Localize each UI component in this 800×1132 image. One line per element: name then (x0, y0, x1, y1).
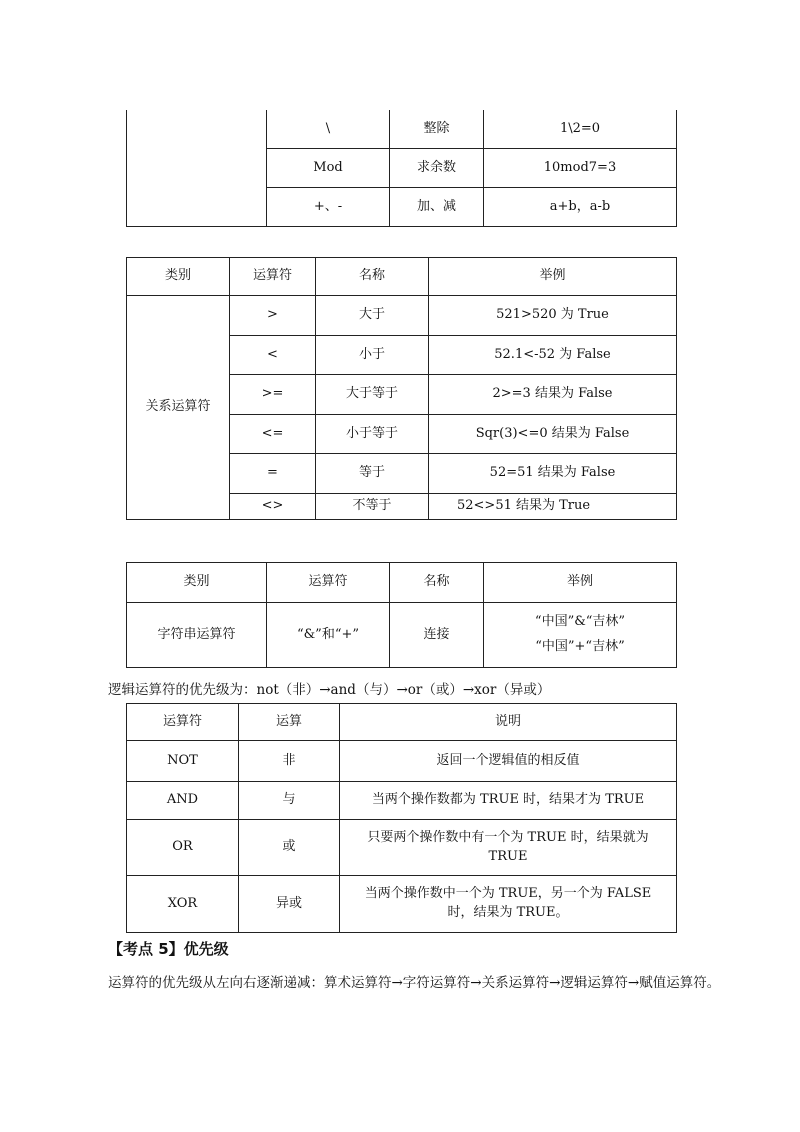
example-cell: a+b，a-b (484, 188, 677, 227)
operator-cell: NOT (127, 741, 239, 782)
logic-operators-table (126, 703, 677, 933)
name-cell: 不等于 (316, 494, 429, 520)
name-cell: 加、减 (390, 188, 484, 227)
example-cell: 10mod7=3 (484, 149, 677, 188)
column-header: 类别 (127, 563, 267, 603)
example-cell: 1\2=0 (484, 110, 677, 149)
table-row (127, 296, 677, 336)
name-cell: 与 (239, 782, 340, 820)
operator-cell: Mod (267, 149, 390, 188)
section-heading: 【考点 5】优先级 (108, 940, 229, 958)
arithmetic-operators-table-continued (126, 110, 677, 227)
table-row (127, 782, 677, 820)
operator-cell: “&”和“+” (267, 603, 390, 668)
name-cell: 大于 (316, 296, 429, 336)
operator-cell: >= (230, 375, 316, 415)
table-row (127, 820, 677, 876)
table-row (127, 603, 677, 668)
table-row (127, 741, 677, 782)
name-cell: 异或 (239, 876, 340, 933)
example-cell: 52=51 结果为 False (429, 454, 677, 494)
operator-cell: OR (127, 820, 239, 876)
category-cell-empty (127, 110, 267, 227)
example-cell: 52.1<-52 为 False (429, 336, 677, 375)
table-header-row (127, 704, 677, 741)
category-cell: 关系运算符 (127, 296, 230, 520)
example-cell: Sqr(3)<=0 结果为 False (429, 415, 677, 454)
name-cell: 求余数 (390, 149, 484, 188)
column-header: 运算符 (230, 258, 316, 296)
name-cell: 小于等于 (316, 415, 429, 454)
column-header: 运算符 (127, 704, 239, 741)
category-cell: 字符串运算符 (127, 603, 267, 668)
column-header: 举例 (484, 563, 677, 603)
section-body: 运算符的优先级从左向右逐渐递减：算术运算符→字符运算符→关系运算符→逻辑运算符→赋值运算符。 (108, 975, 721, 991)
name-cell: 非 (239, 741, 340, 782)
description-cell: 返回一个逻辑值的相反值 (340, 741, 677, 782)
table-header-row (127, 563, 677, 603)
operator-cell: > (230, 296, 316, 336)
operator-cell: XOR (127, 876, 239, 933)
table-header-row (127, 258, 677, 296)
operator-cell: = (230, 454, 316, 494)
column-header: 类别 (127, 258, 230, 296)
column-header: 名称 (390, 563, 484, 603)
name-cell: 整除 (390, 110, 484, 149)
description-cell: 只要两个操作数中有一个为 TRUE 时，结果就为 TRUE (340, 820, 677, 876)
column-header: 运算符 (267, 563, 390, 603)
column-header: 举例 (429, 258, 677, 296)
example-cell (484, 603, 677, 668)
relational-operators-table (126, 257, 677, 520)
name-cell: 小于 (316, 336, 429, 375)
operator-cell: \ (267, 110, 390, 149)
column-header: 运算 (239, 704, 340, 741)
description-cell: 当两个操作数都为 TRUE 时，结果才为 TRUE (340, 782, 677, 820)
example-line: “中国”+“吉林” (535, 639, 625, 654)
logic-priority-line: 逻辑运算符的优先级为：not（非）→and（与）→or（或）→xor（异或） (108, 682, 551, 698)
operator-cell: <= (230, 415, 316, 454)
example-cell: 2>=3 结果为 False (429, 375, 677, 415)
example-cell: 521>520 为 True (429, 296, 677, 336)
name-cell: 连接 (390, 603, 484, 668)
example-line: “中国”&“吉林” (534, 614, 626, 630)
operator-cell: +、- (267, 188, 390, 227)
string-operators-table (126, 562, 677, 668)
name-cell: 等于 (316, 454, 429, 494)
description-cell: 当两个操作数中一个为 TRUE，另一个为 FALSE 时，结果为 TRUE。 (340, 876, 677, 933)
operator-cell: <> (230, 494, 316, 520)
name-cell: 大于等于 (316, 375, 429, 415)
column-header: 名称 (316, 258, 429, 296)
operator-cell: < (230, 336, 316, 375)
name-cell: 或 (239, 820, 340, 876)
operator-cell: AND (127, 782, 239, 820)
table-row (127, 876, 677, 933)
table-row (127, 110, 677, 149)
column-header: 说明 (340, 704, 677, 741)
example-cell: 52<>51 结果为 True (429, 494, 677, 520)
